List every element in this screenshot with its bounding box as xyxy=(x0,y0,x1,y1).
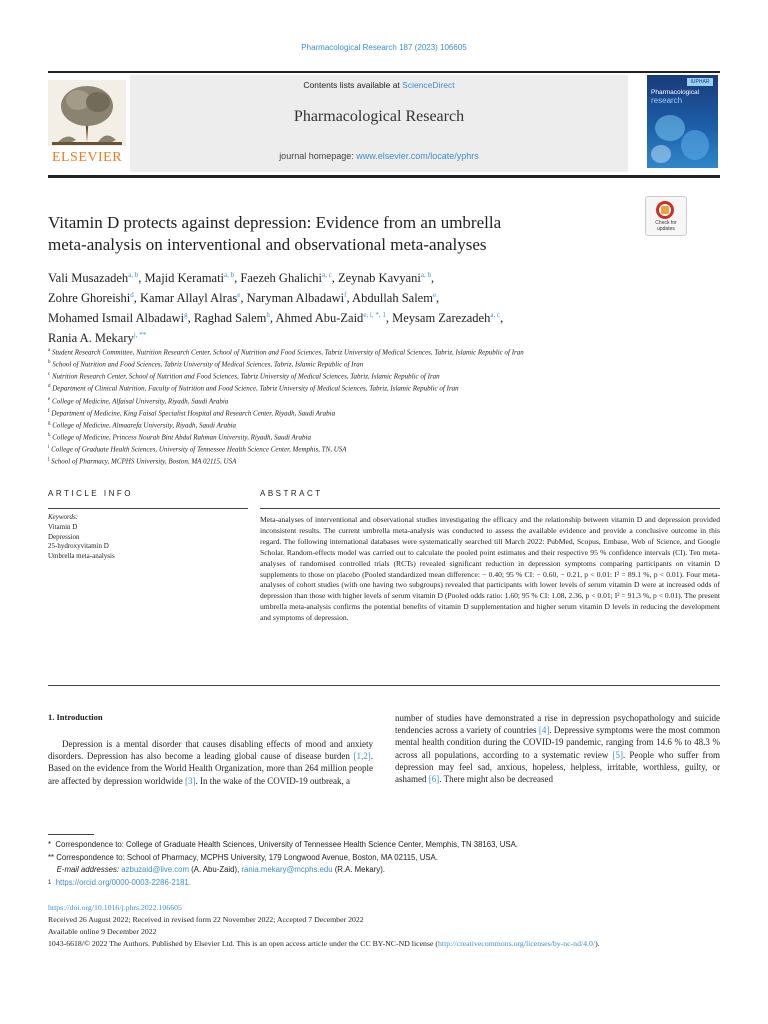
email-addresses xyxy=(48,864,720,877)
journal-cover-thumbnail[interactable] xyxy=(647,75,718,168)
license-statement xyxy=(48,938,720,950)
article-info-heading: ARTICLE INFO xyxy=(48,489,133,498)
affiliation-key: e xyxy=(48,396,51,402)
contents-prefix: Contents lists available at xyxy=(303,80,403,90)
affiliation-text: School of Pharmacy, MCPHS University, Boston, MA 02115, USA xyxy=(49,457,237,466)
author-affiliation-marker[interactable]: a, b xyxy=(224,271,235,279)
homepage-prefix: journal homepage: xyxy=(279,151,357,161)
citation-link[interactable]: [6] xyxy=(428,774,440,785)
publication-info xyxy=(48,902,720,950)
available-online-date: Available online 9 December 2022 xyxy=(48,927,157,936)
keyword: Depression xyxy=(48,532,80,541)
author-separator: , xyxy=(234,271,241,286)
author-name[interactable]: Zeynab Kavyani xyxy=(337,271,421,286)
author-separator: , xyxy=(187,311,194,326)
affiliation-item xyxy=(48,346,718,358)
author-name[interactable]: Rania A. Mekary xyxy=(48,331,134,346)
check-for-updates-button[interactable] xyxy=(645,196,687,236)
cover-badge: IUPHAR xyxy=(687,78,713,86)
affiliation-key: g xyxy=(48,420,51,426)
abstract-rule xyxy=(260,508,720,509)
email-owner: (A. Abu-Zaid), xyxy=(188,865,242,875)
citation-link[interactable]: [5] xyxy=(612,749,624,760)
sciencedirect-link[interactable]: ScienceDirect xyxy=(402,80,455,90)
citation-link[interactable]: [4] xyxy=(538,725,550,736)
author-separator: , xyxy=(346,291,353,306)
affiliation-text: College of Graduate Health Sciences, University of Tennessee Health Science Center, Memphis, TN, USA xyxy=(49,445,347,454)
affiliation-key: j xyxy=(48,457,50,463)
affiliation-key: i xyxy=(48,445,50,450)
affiliation-item xyxy=(48,431,718,443)
cover-title-2: research xyxy=(651,96,683,105)
affiliation-item xyxy=(48,382,718,394)
email-label: E-mail addresses: xyxy=(56,865,120,875)
affiliation-text: Nutrition Research Center, School of Nutrition and Food Sciences, Tabriz University of Medical Sciences, Tabriz, Islamic Republic of Iran xyxy=(50,372,440,381)
orcid-note xyxy=(48,877,720,890)
email-link[interactable]: rania.mekary@mcphs.edu xyxy=(241,865,333,875)
affiliation-text: College of Medicine, Almaarefa University, Riyadh, Saudi Arabia xyxy=(50,421,237,430)
affiliation-text: College of Medicine, Princess Nourah Bint Abdul Rahman University, Riyadh, Saudi Arabia xyxy=(50,433,311,442)
author-affiliation-marker[interactable]: e xyxy=(432,291,437,300)
author-name[interactable]: Faezeh Ghalichi xyxy=(240,271,322,286)
author-name[interactable]: Vali Musazadeh xyxy=(48,271,129,286)
article-title-line: Vitamin D protects against depression: Evidence from an umbrella xyxy=(48,213,502,232)
author-list xyxy=(48,267,718,348)
affiliation-key: c xyxy=(48,372,51,378)
affiliation-key: b xyxy=(48,360,51,366)
introduction-left-column xyxy=(48,738,373,787)
orcid-link[interactable]: https://orcid.org/0000-0003-2286-2181. xyxy=(55,878,191,888)
affiliation-text: College of Medicine, Alfaisal University, Riyadh, Saudi Arabia xyxy=(50,396,229,405)
correspondence-note-1 xyxy=(48,839,720,852)
author-affiliation-marker[interactable]: f xyxy=(344,291,347,300)
keyword: Umbrella meta-analysis xyxy=(48,552,115,561)
keywords-block xyxy=(48,513,248,562)
article-title xyxy=(48,212,608,256)
received-dates: Received 26 August 2022; Received in revised form 22 November 2022; Accepted 7 December 2022 xyxy=(48,915,364,924)
author-separator: , xyxy=(240,291,247,306)
footnote-mark: * xyxy=(48,840,52,849)
email-link[interactable]: azbuzaid@live.com xyxy=(121,865,189,875)
license-text: ). xyxy=(595,939,600,948)
cover-graphic xyxy=(655,115,685,141)
affiliation-item xyxy=(48,370,718,382)
affiliation-item xyxy=(48,455,718,467)
elsevier-wordmark: ELSEVIER xyxy=(51,150,123,165)
affiliation-list xyxy=(48,346,718,467)
correspondence-note-2 xyxy=(48,852,720,865)
article-title-line: meta-analysis on interventional and observational meta-analyses xyxy=(48,235,487,254)
author-name[interactable]: Abdullah Salem xyxy=(352,291,433,306)
author-affiliation-marker[interactable]: e xyxy=(237,291,241,300)
footnote-mark: 1 xyxy=(48,880,52,887)
affiliation-text: Department of Medicine, King Faisal Specialist Hospital and Research Center, Riyadh, Saudi Arabia xyxy=(49,408,336,417)
journal-homepage xyxy=(130,151,628,161)
body-text: . Based on the evidence from the World Health Organization, more than 264 million people are affected by depression worldwide xyxy=(48,751,373,786)
abstract-text: Meta-analyses of interventional and observational studies investigating the efficacy and the relationship between vitamin D and depression provided inconsistent results. The current umbrella meta-analysis was conducted to assess the available evidence and provide a conclusive outcome in this regard. The following international databases were systematically searched till March 2022: PubMed, Scopus, Embase, Web of Science, and Google Scholar. Random-effects model was carried out to calculate the pooled point estimates and their respective 95 % confidence intervals (CI). Ten meta-analyses of randomised controlled trials (RCTs) revealed significant reduction in depression symptoms comparing participants on vitamin D supplements to those on placebo (Pooled standardized mean difference: − 0.40; 95 % CI: − 0.60, − 0.21, p < 0.01: I² = 89.1 %, p < 0.01). Four meta-analyses of cohort studies (with one having two subgroups) revealed that participants with lower levels of serum vitamin D were at increased odds of depression than those with higher levels of serum vitamin D (Pooled odds ratio: 1.60; 95 % CI: 1.08, 2.36, p < 0.01; I² = 91.3 %, p < 0.01). The present umbrella meta-analysis confirms the potential benefits of vitamin D supplementation and higher serum vitamin D levels in reducing the development and symptoms of depression. xyxy=(260,515,720,623)
author-separator: , xyxy=(138,271,145,286)
crossmark-bookmark-icon xyxy=(661,206,669,214)
author-affiliation-marker[interactable]: j, ** xyxy=(133,331,147,340)
affiliation-item xyxy=(48,443,718,455)
affiliation-item xyxy=(48,407,718,419)
body-text: Depression is a mental disorder that causes disabling effects of mood and anxiety disorders. Depression has also become a leading global cause of disease burden xyxy=(48,739,373,762)
introduction-right-column xyxy=(395,712,720,785)
crossmark-label-line: Check for xyxy=(655,220,677,226)
header-top-rule xyxy=(48,71,720,73)
affiliation-key: a xyxy=(48,348,51,353)
affiliation-key: h xyxy=(48,432,51,438)
email-owner: (R.A. Mekary). xyxy=(332,865,385,875)
license-link[interactable]: http://creativecommons.org/licenses/by-nc-nd/4.0/ xyxy=(438,939,596,948)
abstract-heading: ABSTRACT xyxy=(260,489,323,498)
author-name[interactable]: Majid Keramati xyxy=(144,271,225,286)
author-affiliation-marker[interactable]: a, b xyxy=(128,271,139,279)
author-name[interactable]: Kamar Allayl Alras xyxy=(140,291,238,306)
author-affiliation-marker[interactable]: a, c xyxy=(321,271,332,279)
abstract-bottom-rule xyxy=(48,685,720,686)
body-text: . Depressive symptoms were the most common mental health condition during the COVID-19 pandemic, ranging from 14.6 % to 48.3 % across all populations, according to a systematic review xyxy=(395,725,720,760)
body-text: . In the wake of the COVID-19 outbreak, a xyxy=(195,775,350,786)
license-text: 1043-6618/© 2022 The Authors. Published by Elsevier Ltd. This is an open access article under the CC BY-NC-ND license ( xyxy=(48,939,438,948)
citation-link[interactable]: [1,2] xyxy=(353,751,371,762)
crossmark-label-line: updates xyxy=(657,226,675,232)
author-separator: , xyxy=(385,311,393,326)
keywords-label: Keywords: xyxy=(48,513,79,521)
crossmark-label xyxy=(646,220,686,232)
affiliation-key: f xyxy=(48,408,50,414)
author-affiliation-marker[interactable]: a, b xyxy=(420,271,431,279)
footnote-rule xyxy=(48,834,94,835)
author-affiliation-marker[interactable]: h xyxy=(266,311,270,320)
author-separator: , xyxy=(500,311,504,326)
footnotes xyxy=(48,839,720,890)
body-text: . People who suffer from depression may feel sad, anxious, hopeless, helpless, irritable, worthless, guilty, or ashamed xyxy=(395,749,720,785)
keyword: Vitamin D xyxy=(48,522,78,531)
header-bottom-rule xyxy=(48,175,720,178)
homepage-link[interactable]: www.elsevier.com/locate/yphrs xyxy=(356,151,479,161)
author-affiliation-marker[interactable]: d xyxy=(130,291,134,300)
journal-citation-line[interactable]: Pharmacological Research 187 (2023) 106605 xyxy=(301,43,467,52)
author-name[interactable]: Naryman Albadawi xyxy=(246,291,345,306)
body-text: number of studies have demonstrated a rise in depression psychopathology and suicide tendencies across a variety of countries xyxy=(395,713,720,736)
author-name[interactable]: Mohamed Ismail Albadawi xyxy=(48,311,185,326)
contents-line xyxy=(130,80,628,90)
affiliation-item xyxy=(48,358,718,370)
journal-title[interactable]: Pharmacological Research xyxy=(293,108,465,125)
article-info-rule xyxy=(48,508,248,509)
author-name[interactable]: Ahmed Abu-Zaid xyxy=(275,311,364,326)
affiliation-item xyxy=(48,395,718,407)
author-separator: , xyxy=(431,271,435,286)
footnote-text: Correspondence to: School of Pharmacy, MCPHS University, 179 Longwood Avenue, Boston, MA 02115, USA. xyxy=(56,852,438,862)
footnote-mark: ** xyxy=(48,852,55,862)
doi-link[interactable]: https://doi.org/10.1016/j.phrs.2022.106605 xyxy=(48,903,182,912)
author-affiliation-marker[interactable]: e, i, *, 1 xyxy=(363,311,386,320)
citation-link[interactable]: [3] xyxy=(185,775,196,786)
author-separator: , xyxy=(133,291,141,306)
author-separator: , xyxy=(331,271,338,286)
author-name[interactable]: Raghad Salem xyxy=(193,311,267,326)
keyword: 25-hydroxyvitamin D xyxy=(48,542,109,551)
affiliation-item xyxy=(48,419,718,431)
author-separator: , xyxy=(269,311,276,326)
author-name[interactable]: Zohre Ghoreishi xyxy=(48,291,131,306)
body-text: . There might also be decreased xyxy=(439,774,554,785)
cover-graphic xyxy=(651,145,671,163)
cover-graphic xyxy=(681,130,709,160)
affiliation-key: d xyxy=(48,384,51,390)
affiliation-text: Student Research Committee, Nutrition Research Center, School of Nutrition and Food Sciences, Tabriz University of Medical Sciences, Tabriz, Islamic Republic of Iran xyxy=(50,348,524,357)
affiliation-text: Department of Clinical Nutrition, Faculty of Nutrition and Food Science, Tabriz University of Medical Sciences, Tabriz, Islamic Republic of Iran xyxy=(50,384,459,393)
author-name[interactable]: Meysam Zarezadeh xyxy=(392,311,491,326)
affiliation-text: School of Nutrition and Food Sciences, Tabriz University of Medical Sciences, Tabriz, Islamic Republic of Iran xyxy=(50,360,364,369)
author-affiliation-marker[interactable]: g xyxy=(184,311,188,320)
author-affiliation-marker[interactable]: a, c xyxy=(490,311,501,320)
cover-title-1: Pharmacological xyxy=(651,89,700,96)
introduction-heading: 1. Introduction xyxy=(48,712,103,722)
footnote-text: Correspondence to: College of Graduate Health Sciences, University of Tennessee Health Science Center, Memphis, TN 38163, USA. xyxy=(55,840,518,849)
author-separator: , xyxy=(436,291,440,306)
